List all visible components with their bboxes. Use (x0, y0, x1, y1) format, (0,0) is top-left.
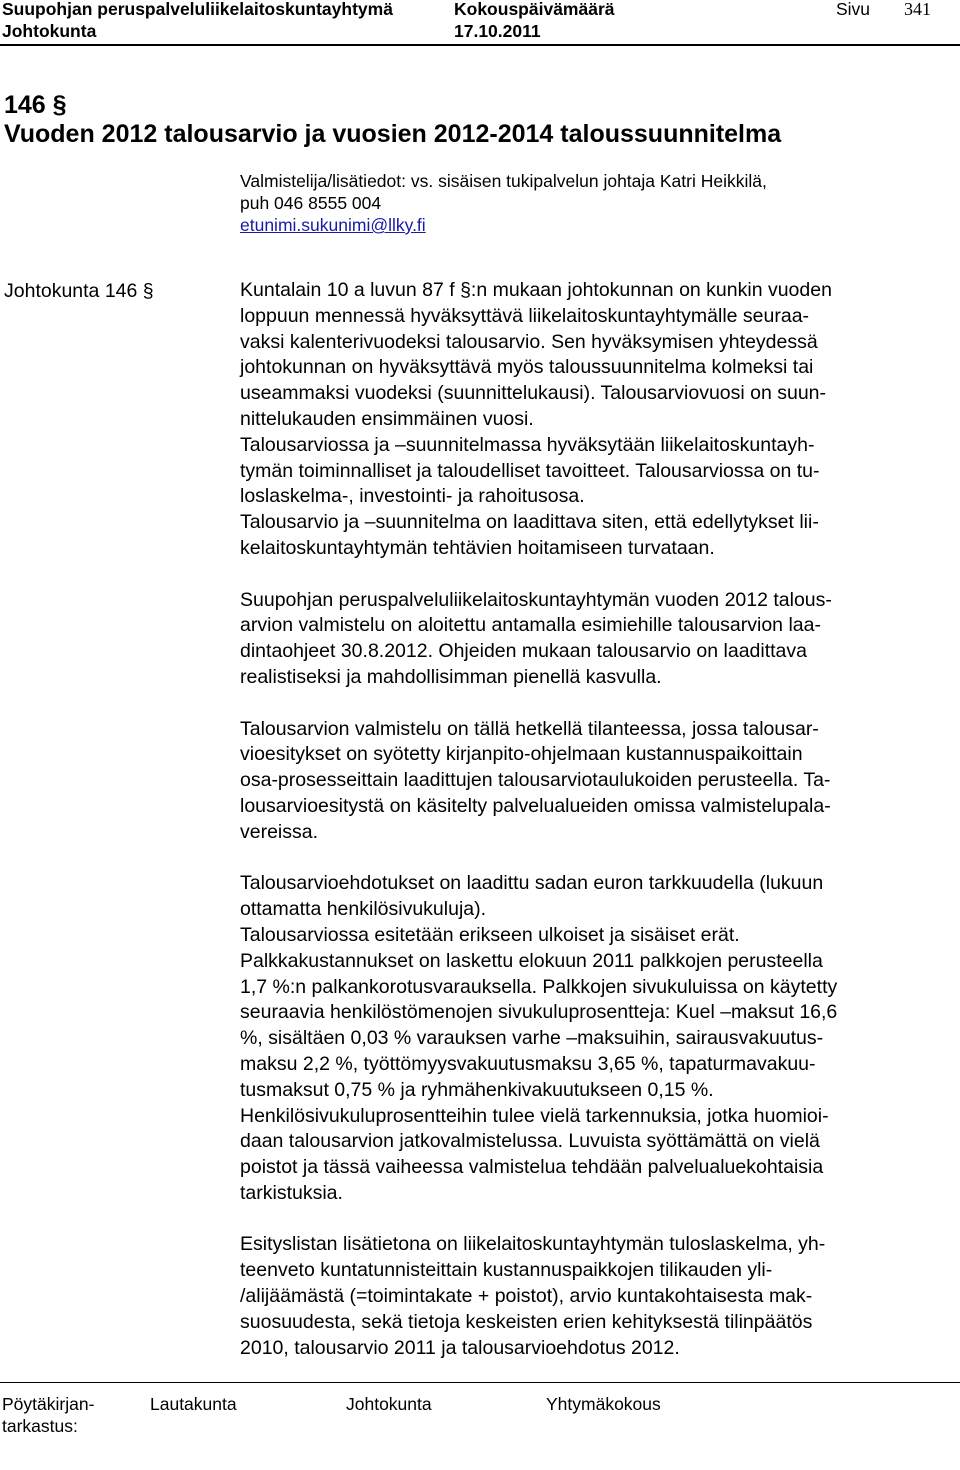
body-paragraph: Suupohjan peruspalveluliikelaitoskuntayhtymän vuoden 2012 talous- arvion valmistelu on aloitettu antamalla esimiehille talousarvion laa- dintaohjeet 30.8.2012. Ohjeiden mukaan talousarvio on laadittava realistiseksi ja mahdollisimman pienellä kasvulla. (240, 588, 832, 688)
section-title: Vuoden 2012 talousarvio ja vuosien 2012-2014 taloussuunnitelma (4, 120, 782, 148)
body-paragraph: Esityslistan lisätietona on liikelaitoskuntayhtymän tuloslaskelma, yh- teenveto kuntatunnisteittain kustannuspaikkojen tilikauden yli- /alijäämästä (=toimintakate + poistot), arvio kuntakohtaisesta mak- suosuudesta, sekä tietoja keskeisten erien kehityksestä tilinpäätös 2010, talousarvio 2011 ja talousarvioehdotus 2012. (240, 1233, 826, 1359)
footer-executive-board: Johtokunta (346, 1394, 432, 1414)
body-paragraph: Talousarvioehdotukset on laadittu sadan euron tarkkuudella (lukuun ottamatta henkilösivukuluja). Talousarviossa esitetään erikseen ulkoiset ja sisäiset erät. Palkkakustannukset on laskettu elokuun 2011 palkkojen perusteella 1,7 %:n palkankorotusvarauksella. Palkkojen sivukuluissa on käytetty seuraavia henkilöstömenojen sivukuluprosentteja: Kuel –maksut 16,6 %, sisältäen 0,03 % varauksen varhe –maksuihin, sairausvakuutus- maksu 2,2 %, työttömyysvakuutusmaksu 3,65 %, tapaturmavakuu- tusmaksut 0,75 % ja ryhmähenkivakuutukseen 0,15 %. Henkilösivukuluprosentteihin tulee vielä tarkennuksia, jotka huomioi- daan talousarvion jatkovalmistelussa. Luvuista syöttämättä on vielä poistot ja tässä vaiheessa valmistelua tehdään palvelualuekohtaisia tarkistuksia. (240, 872, 838, 1204)
page-number: 341 (904, 0, 931, 19)
page-footer (0, 1382, 960, 1470)
body-paragraph: Kuntalain 10 a luvun 87 f §:n mukaan johtokunnan on kunkin vuoden loppuun mennessä hyväksyttävä liikelaitoskuntayhtymälle seuraa- vaksi kalenterivuodeksi talousarvio. Sen hyväksymisen yhteydessä johtokunnan on hyväksyttävä myös taloussuunnitelma kolmeksi tai useammaksi vuodeksi (suunnittelukausi). Talousarviovuosi on suun- nittelukauden ensimmäinen vuosi. Talousarviossa ja –suunnitelmassa hyväksytään liikelaitoskuntayh- tymän toiminnalliset ja taloudelliset tavoitteet. Talousarviossa on tu- loslaskelma-, investointi- ja rahoitusosa. Talousarvio ja –suunnitelma on laadittava siten, että edellytykset lii- kelaitoskuntayhtymän tehtävien hoitamiseen turvataan. (240, 279, 832, 559)
document-body (240, 278, 936, 1361)
body-name: Johtokunta (2, 21, 97, 41)
body-paragraph: Talousarvion valmistelu on tällä hetkellä tilanteessa, jossa talousar- vioesitykset on syötetty kirjanpito-ohjelmaan kustannuspaikoittain osa-prosesseittain laadittujen talousarviotaulukoiden perusteella. Ta- lousarvioesitystä on käsitelty palvelualueiden omissa valmistelupala- vereissa. (240, 717, 831, 843)
preparer-info (240, 170, 767, 236)
meeting-date: 17.10.2011 (454, 21, 541, 41)
organization-name: Suupohjan peruspalveluliikelaitoskuntayhtymä (2, 0, 393, 19)
footer-board: Lautakunta (150, 1394, 237, 1414)
agenda-side-label: Johtokunta 146 § (4, 280, 154, 302)
footer-protocol-check: Pöytäkirjan- tarkastus: (2, 1394, 95, 1436)
header-divider (0, 44, 960, 46)
meeting-date-label: Kokouspäivämäärä (454, 0, 615, 19)
section-number: 146 § (4, 91, 67, 119)
preparer-email-link[interactable]: etunimi.sukunimi@llky.fi (240, 215, 426, 235)
preparer-phone: puh 046 8555 004 (240, 193, 382, 213)
page-label: Sivu (836, 0, 871, 19)
footer-assembly: Yhtymäkokous (546, 1394, 661, 1414)
preparer-line: Valmistelija/lisätiedot: vs. sisäisen tukipalvelun johtaja Katri Heikkilä, (240, 171, 767, 191)
